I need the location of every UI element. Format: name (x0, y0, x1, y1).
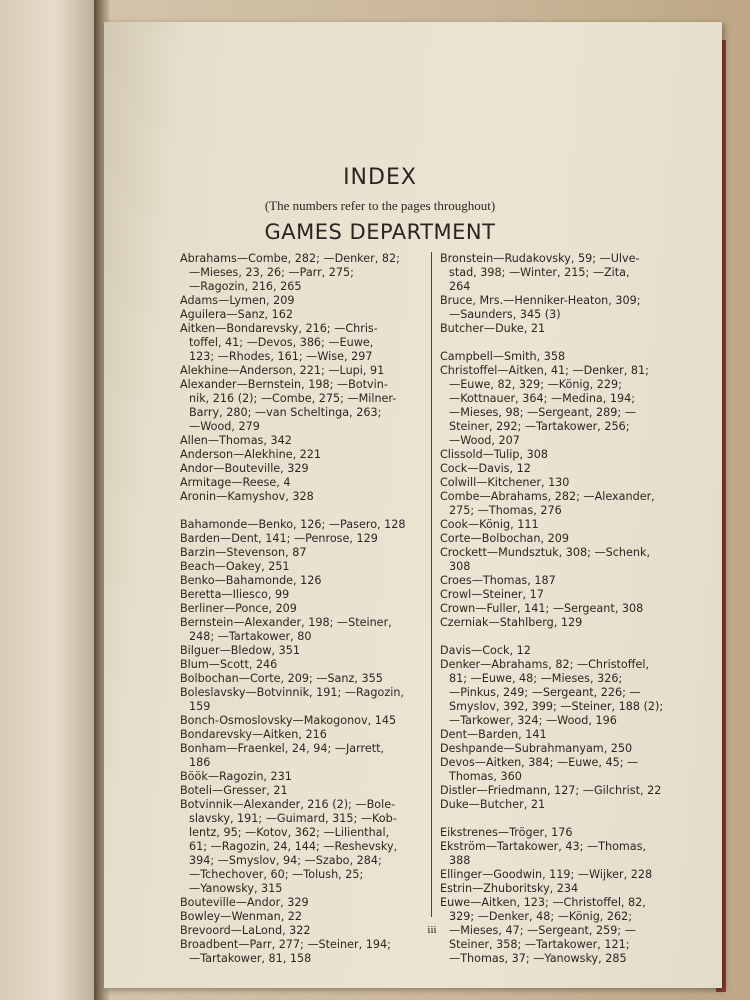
index-entry (180, 616, 423, 644)
index-entry-line: —Wood, 207 (449, 434, 520, 447)
index-entry-line: stad, 398; —Winter, 215; —Zita, (449, 266, 630, 279)
index-entry-line: Bruce, Mrs.—Henniker-Heaton, 309; (440, 294, 641, 307)
index-entry-line: Distler—Friedmann, 127; —Gilchrist, 22 (440, 784, 662, 797)
index-entry (440, 294, 676, 322)
index-entry-line: —Tarkower, 324; —Wood, 196 (449, 714, 617, 727)
index-entry-line: 248; —Tartakower, 80 (189, 630, 312, 643)
index-entry-line: Allen—Thomas, 342 (180, 434, 292, 447)
index-entry-line: Aguilera—Sanz, 162 (180, 308, 293, 321)
index-entry-line: Campbell—Smith, 358 (440, 350, 566, 363)
index-entry-line: —Pinkus, 249; —Sergeant, 226; — (449, 686, 641, 699)
index-entry (440, 798, 676, 812)
index-entry (440, 490, 676, 518)
index-entry (440, 322, 676, 336)
index-entry (440, 350, 676, 364)
index-entry-line: —Mieses, 23, 26; —Parr, 275; (189, 266, 354, 279)
index-entry-line: —Kottnauer, 364; —Medina, 194; (449, 392, 636, 405)
index-entry (180, 896, 423, 910)
index-entry (180, 532, 423, 546)
index-entry-line: Christoffel—Aitken, 41; —Denker, 81; (440, 364, 649, 377)
index-entry-line: Ekström—Tartakower, 43; —Thomas, (440, 840, 647, 853)
index-entry (180, 364, 423, 378)
index-entry (440, 462, 676, 476)
index-entry-line: Bernstein—Alexander, 198; —Steiner, (180, 616, 392, 629)
page-number: iii (427, 924, 437, 936)
index-entry (180, 308, 423, 322)
index-entry-line: Deshpande—Subrahmanyam, 250 (440, 742, 633, 755)
index-entry (180, 588, 423, 602)
index-entry (180, 938, 423, 966)
index-entry-line: Crowl—Steiner, 17 (440, 588, 544, 601)
index-entry-line: Bolbochan—Corte, 209; —Sanz, 355 (180, 672, 383, 685)
index-entry-line: Beach—Oakey, 251 (180, 560, 290, 573)
index-entry-line: Aronin—Kamyshov, 328 (180, 490, 314, 503)
index-entry (440, 644, 676, 658)
index-entry-line: Butcher—Duke, 21 (440, 322, 546, 335)
index-entry-line: Aitken—Bondarevsky, 216; —Chris- (180, 322, 378, 335)
index-entry (440, 588, 676, 602)
index-entry-line: Croes—Thomas, 187 (440, 574, 556, 587)
page-subtitle: (The numbers refer to the pages throughout) (264, 198, 496, 213)
index-entry (440, 882, 676, 896)
index-entry (180, 448, 423, 462)
index-entry-line: Beretta—Iliesco, 99 (180, 588, 290, 601)
page-title: INDEX (343, 165, 417, 190)
index-entry-line: 159 (189, 700, 211, 713)
index-entry (440, 826, 676, 840)
index-entry-line: Berliner—Ponce, 209 (180, 602, 297, 615)
index-entry (440, 518, 676, 532)
section-heading: GAMES DEPARTMENT (264, 220, 496, 244)
index-entry-line: Bowley—Wenman, 22 (180, 910, 303, 923)
index-entry-line: —Thomas, 37; —Yanowsky, 285 (449, 952, 627, 965)
index-entry (180, 686, 423, 714)
index-entry (440, 756, 676, 784)
index-entry-line: Steiner, 292; —Tartakower, 256; (449, 420, 630, 433)
index-entry (180, 924, 423, 938)
index-entry-line: 61; —Ragozin, 24, 144; —Reshevsky, (189, 840, 398, 853)
index-entry-line: Bonch-Osmoslovsky—Makogonov, 145 (180, 714, 397, 727)
index-entry-line: Ellinger—Goodwin, 119; —Wijker, 228 (440, 868, 653, 881)
index-entry (440, 728, 676, 742)
index-entry-line: 394; —Smyslov, 94; —Szabo, 284; (189, 854, 382, 867)
facing-page-edge (0, 0, 100, 1000)
index-entry-line: Corte—Bolbochan, 209 (440, 532, 569, 545)
index-entry-line: Crockett—Mundsztuk, 308; —Schenk, (440, 546, 651, 559)
index-entry-line: Cock—Davis, 12 (440, 462, 531, 475)
index-column-right (440, 252, 676, 966)
index-entry (440, 896, 676, 966)
index-entry-line: Broadbent—Parr, 277; —Steiner, 194; (180, 938, 391, 951)
index-entry (440, 840, 676, 868)
index-entry-line: 264 (449, 280, 471, 293)
index-entry-line: Steiner, 358; —Tartakower, 121; (449, 938, 630, 951)
index-entry-line: Botvinnik—Alexander, 216 (2); —Bole- (180, 798, 396, 811)
index-entry-line: Andor—Bouteville, 329 (180, 462, 309, 475)
index-entry-line: Czerniak—Stahlberg, 129 (440, 616, 583, 629)
index-entry-line: Boleslavsky—Botvinnik, 191; —Ragozin, (180, 686, 404, 699)
index-entry-line: Clissold—Tulip, 308 (440, 448, 548, 461)
index-entry (180, 602, 423, 616)
index-entry-line: —Euwe, 82, 329; —König, 229; (449, 378, 622, 391)
index-entry-line: Brevoord—LaLond, 322 (180, 924, 311, 937)
index-entry-line: 186 (189, 756, 211, 769)
index-entry (440, 252, 676, 294)
index-entry-line: 81; —Euwe, 48; —Mieses, 326; (449, 672, 623, 685)
index-entry (180, 378, 423, 434)
index-entry (180, 322, 423, 364)
index-entry (440, 448, 676, 462)
letter-gap (180, 504, 423, 518)
index-entry-line: Euwe—Aitken, 123; —Christoffel, 82, (440, 896, 646, 909)
letter-gap (440, 812, 676, 826)
index-entry (440, 742, 676, 756)
index-entry-line: Bilguer—Bledow, 351 (180, 644, 300, 657)
index-entry (180, 798, 423, 896)
index-entry (440, 476, 676, 490)
index-entry-line: Bahamonde—Benko, 126; —Pasero, 128 (180, 518, 406, 531)
index-entry-line: —Saunders, 345 (3) (449, 308, 561, 321)
index-entry-line: Combe—Abrahams, 282; —Alexander, (440, 490, 655, 503)
index-entry-line: Anderson—Alekhine, 221 (180, 448, 322, 461)
index-entry-line: Devos—Aitken, 384; —Euwe, 45; — (440, 756, 639, 769)
index-entry-line: 123; —Rhodes, 161; —Wise, 297 (189, 350, 373, 363)
index-entry-line: Duke—Butcher, 21 (440, 798, 546, 811)
index-entry-line: Böök—Ragozin, 231 (180, 770, 292, 783)
index-entry-line: —Ragozin, 216, 265 (189, 280, 302, 293)
index-entry-line: Bonham—Fraenkel, 24, 94; —Jarrett, (180, 742, 385, 755)
index-entry-line: Barden—Dent, 141; —Penrose, 129 (180, 532, 378, 545)
index-entry-line: Benko—Bahamonde, 126 (180, 574, 322, 587)
column-divider (431, 252, 432, 917)
index-entry-line: nik, 216 (2); —Combe, 275; —Milner- (189, 392, 397, 405)
index-entry-line: Alexander—Bernstein, 198; —Botvin- (180, 378, 388, 391)
index-entry-line: Bronstein—Rudakovsky, 59; —Ulve- (440, 252, 640, 265)
index-entry (440, 546, 676, 574)
index-entry-line: slavsky, 191; —Guimard, 315; —Kob- (189, 812, 397, 825)
index-entry-line: Adams—Lymen, 209 (180, 294, 295, 307)
index-entry (440, 658, 676, 728)
index-entry (440, 616, 676, 630)
index-entry (180, 672, 423, 686)
index-entry-line: Crown—Fuller, 141; —Sergeant, 308 (440, 602, 644, 615)
index-entry-line: —Wood, 279 (189, 420, 260, 433)
index-column-left (180, 252, 423, 966)
index-entry-line: Smyslov, 392, 399; —Steiner, 188 (2); (449, 700, 664, 713)
index-entry-line: —Mieses, 98; —Sergeant, 289; — (449, 406, 636, 419)
index-entry (180, 518, 423, 532)
index-entry-line: Denker—Abrahams, 82; —Christoffel, (440, 658, 650, 671)
index-entry-line: Bouteville—Andor, 329 (180, 896, 309, 909)
index-entry-line: —Mieses, 47; —Sergeant, 259; — (449, 924, 636, 937)
index-entry-line: Barzin—Stevenson, 87 (180, 546, 307, 559)
index-entry-line: —Yanowsky, 315 (189, 882, 283, 895)
index-entry (180, 560, 423, 574)
index-entry-line: 329; —Denker, 48; —König, 262; (449, 910, 633, 923)
index-entry-line: —Tchechover, 60; —Tolush, 25; (189, 868, 364, 881)
letter-gap (440, 630, 676, 644)
index-entry-line: Davis—Cock, 12 (440, 644, 531, 657)
index-entry (180, 910, 423, 924)
index-entry-line: Thomas, 360 (449, 770, 522, 783)
index-entry (180, 252, 423, 294)
index-entry (180, 546, 423, 560)
index-entry (180, 434, 423, 448)
index-entry (180, 658, 423, 672)
index-entry (180, 728, 423, 742)
index-entry-line: Blum—Scott, 246 (180, 658, 278, 671)
index-entry (180, 784, 423, 798)
index-entry (180, 574, 423, 588)
index-entry-line: Abrahams—Combe, 282; —Denker, 82; (180, 252, 400, 265)
index-entry (440, 532, 676, 546)
index-entry-line: 388 (449, 854, 471, 867)
index-entry (440, 602, 676, 616)
index-entry (440, 868, 676, 882)
index-entry (440, 784, 676, 798)
index-entry-line: —Tartakower, 81, 158 (189, 952, 312, 965)
index-entry-line: Bondarevsky—Aitken, 216 (180, 728, 327, 741)
index-entry-line: Armitage—Reese, 4 (180, 476, 291, 489)
index-entry-line: Colwill—Kitchener, 130 (440, 476, 570, 489)
index-entry (180, 742, 423, 770)
index-entry-line: 275; —Thomas, 276 (449, 504, 562, 517)
index-entry-line: lentz, 95; —Kotov, 362; —Lilienthal, (189, 826, 390, 839)
index-entry (180, 644, 423, 658)
index-entry-line: 308 (449, 560, 471, 573)
letter-gap (440, 336, 676, 350)
index-entry (180, 490, 423, 504)
index-entry (440, 364, 676, 448)
index-entry (180, 294, 423, 308)
index-entry-line: Barry, 280; —van Scheltinga, 263; (189, 406, 382, 419)
index-entry-line: Boteli—Gresser, 21 (180, 784, 288, 797)
index-entry (440, 574, 676, 588)
index-entry-line: Estrin—Zhuboritsky, 234 (440, 882, 579, 895)
index-entry (180, 714, 423, 728)
index-entry-line: Cook—König, 111 (440, 518, 539, 531)
index-entry (180, 770, 423, 784)
index-entry-line: Dent—Barden, 141 (440, 728, 547, 741)
index-entry (180, 476, 423, 490)
index-entry-line: toffel, 41; —Devos, 386; —Euwe, (189, 336, 374, 349)
index-entry-line: Eikstrenes—Tröger, 176 (440, 826, 573, 839)
index-entry (180, 462, 423, 476)
index-entry-line: Alekhine—Anderson, 221; —Lupi, 91 (180, 364, 385, 377)
